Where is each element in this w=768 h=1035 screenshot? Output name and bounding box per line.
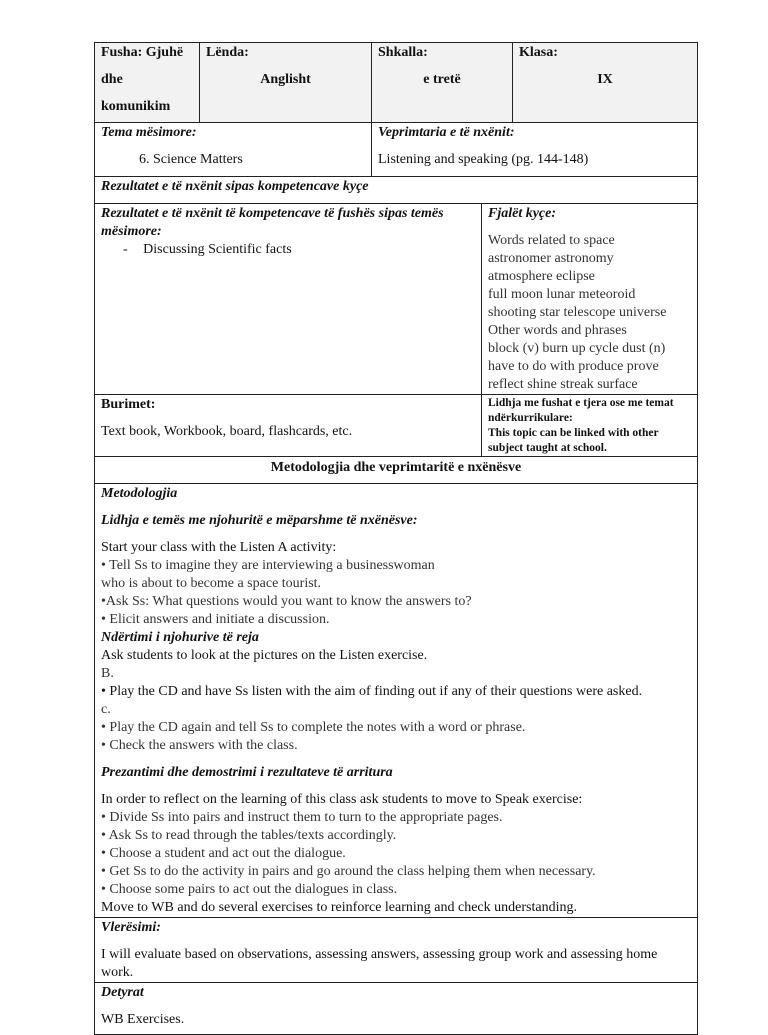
prezantimi-line: • Ask Ss to read through the tables/texts accordingly. [101,828,397,843]
keyword-line: Words related to space [488,233,615,248]
lidhja-line: Start your class with the Listen A activity: [101,540,337,555]
tema-value: 6. Science Matters [139,152,243,167]
fusha-label: Fusha: Gjuhë [101,45,184,60]
prezantimi-line: • Divide Ss into pairs and instruct them to turn to the appropriate pages. [101,810,503,825]
prezantimi-label: Prezantimi dhe demostrimi i rezultateve të arritura [101,765,393,780]
shkalla-cell [372,43,513,123]
prezantimi-line: • Get Ss to do the activity in pairs and go around the class helping them when necessary. [101,864,596,879]
fusha-value-1: dhe [101,72,123,87]
ndertimi-list [101,647,691,755]
tema-cell [95,123,372,177]
ndertimi-label: Ndërtimi i njohurive të reja [101,630,259,645]
vleresimi-cell [95,918,698,983]
lesson-plan [94,42,697,1035]
detyrat-cell [95,983,698,1035]
prezantimi-line: Move to WB and do several exercises to reinforce learning and check understanding. [101,900,577,915]
detyrat-label: Detyrat [101,985,144,1000]
lidhja-label: Lidhja me fushat e tjera ose me temat ndërkurrikulare: [488,397,674,424]
ndertimi-line: • Check the answers with the class. [101,738,298,753]
lenda-cell [200,43,372,123]
metodologjia-label: Metodologjia [101,486,178,501]
burimet-label: Burimet: [101,397,156,412]
rezultatet-fushes-cell [95,204,482,395]
shkalla-value: e tretë [423,72,461,87]
lenda-label: Lënda: [206,45,249,60]
keywords-list [488,232,691,394]
lidhja-cell [482,395,698,457]
lidhja-njohurite-label: Lidhja e temës me njohuritë e mëparshme të nxënësve: [101,513,418,528]
rezultatet-fushes-item [101,241,475,259]
item-text: Discussing Scientific facts [143,242,292,257]
burimet-cell [95,395,482,457]
prezantimi-list [101,791,691,917]
prezantimi-line: • Choose some pairs to act out the dialogues in class. [101,882,398,897]
ndertimi-line: • Play the CD again and tell Ss to complete the notes with a word or phrase. [101,720,526,735]
tema-label: Tema mësimore: [101,125,197,140]
keyword-line: astronomer astronomy [488,251,614,266]
rezultatet-fushes-label: Rezultatet e të nxënit të kompetencave të fushës sipas temës mësimore: [101,206,444,239]
keyword-line: atmosphere eclipse [488,269,595,284]
klasa-cell [513,43,698,123]
vleresimi-label: Vlerësimi: [101,920,161,935]
fusha-value-2: komunikim [101,99,171,114]
ndertimi-line: Ask students to look at the pictures on the Listen exercise. [101,648,428,663]
lidhja-line: •Ask Ss: What questions would you want to know the answers to? [101,594,472,609]
item-dash: - [123,242,128,257]
metodologjia-header: Metodologjia dhe veprimtaritë e nxënësve [270,460,522,475]
keywords-label: Fjalët kyçe: [488,206,557,221]
lidhja-line: • Tell Ss to imagine they are interviewing a businesswoman [101,558,435,573]
keyword-line: block (v) burn up cycle dust (n) [488,341,666,356]
prezantimi-line: In order to reflect on the learning of this class ask students to move to Speak exercise: [101,792,583,807]
keywords-cell [482,204,698,395]
lidhja-line: who is about to become a space tourist. [101,576,322,591]
keyword-line: Other words and phrases [488,323,627,338]
lidhja-value: This topic can be linked with other subject taught at school. [488,427,659,454]
lenda-value: Anglisht [260,72,311,87]
rezultatet-kyce-cell [95,177,698,204]
veprimtaria-cell [372,123,698,177]
klasa-label: Klasa: [519,45,558,60]
vleresimi-value: I will evaluate based on observations, assessing answers, assessing group work and assessing home work. [101,947,658,980]
fusha-cell [95,43,200,123]
veprimtaria-label: Veprimtaria e të nxënit: [378,125,515,140]
burimet-value: Text book, Workbook, board, flashcards, etc. [101,424,353,439]
keyword-line: shooting star telescope universe [488,305,667,320]
ndertimi-line: c. [101,702,111,717]
veprimtaria-value: Listening and speaking (pg. 144-148) [378,152,589,167]
keyword-line: full moon lunar meteoroid [488,287,636,302]
keyword-line: have to do with produce prove [488,359,659,374]
detyrat-value: WB Exercises. [101,1012,185,1027]
lesson-plan-table [94,42,698,1035]
ndertimi-line: B. [101,666,114,681]
metodologjia-header-cell [95,457,698,484]
rezultatet-kyce-label: Rezultatet e të nxënit sipas kompetencave kyçe [101,179,369,194]
metodologjia-cell [95,484,698,918]
prezantimi-line: • Choose a student and act out the dialogue. [101,846,346,861]
ndertimi-line: • Play the CD and have Ss listen with the aim of finding out if any of their questions were asked. [101,684,643,699]
shkalla-label: Shkalla: [378,45,428,60]
klasa-value: IX [597,72,613,87]
lidhja-njohurite-list [101,539,691,629]
keyword-line: reflect shine streak surface [488,377,638,392]
lidhja-line: • Elicit answers and initiate a discussion. [101,612,330,627]
